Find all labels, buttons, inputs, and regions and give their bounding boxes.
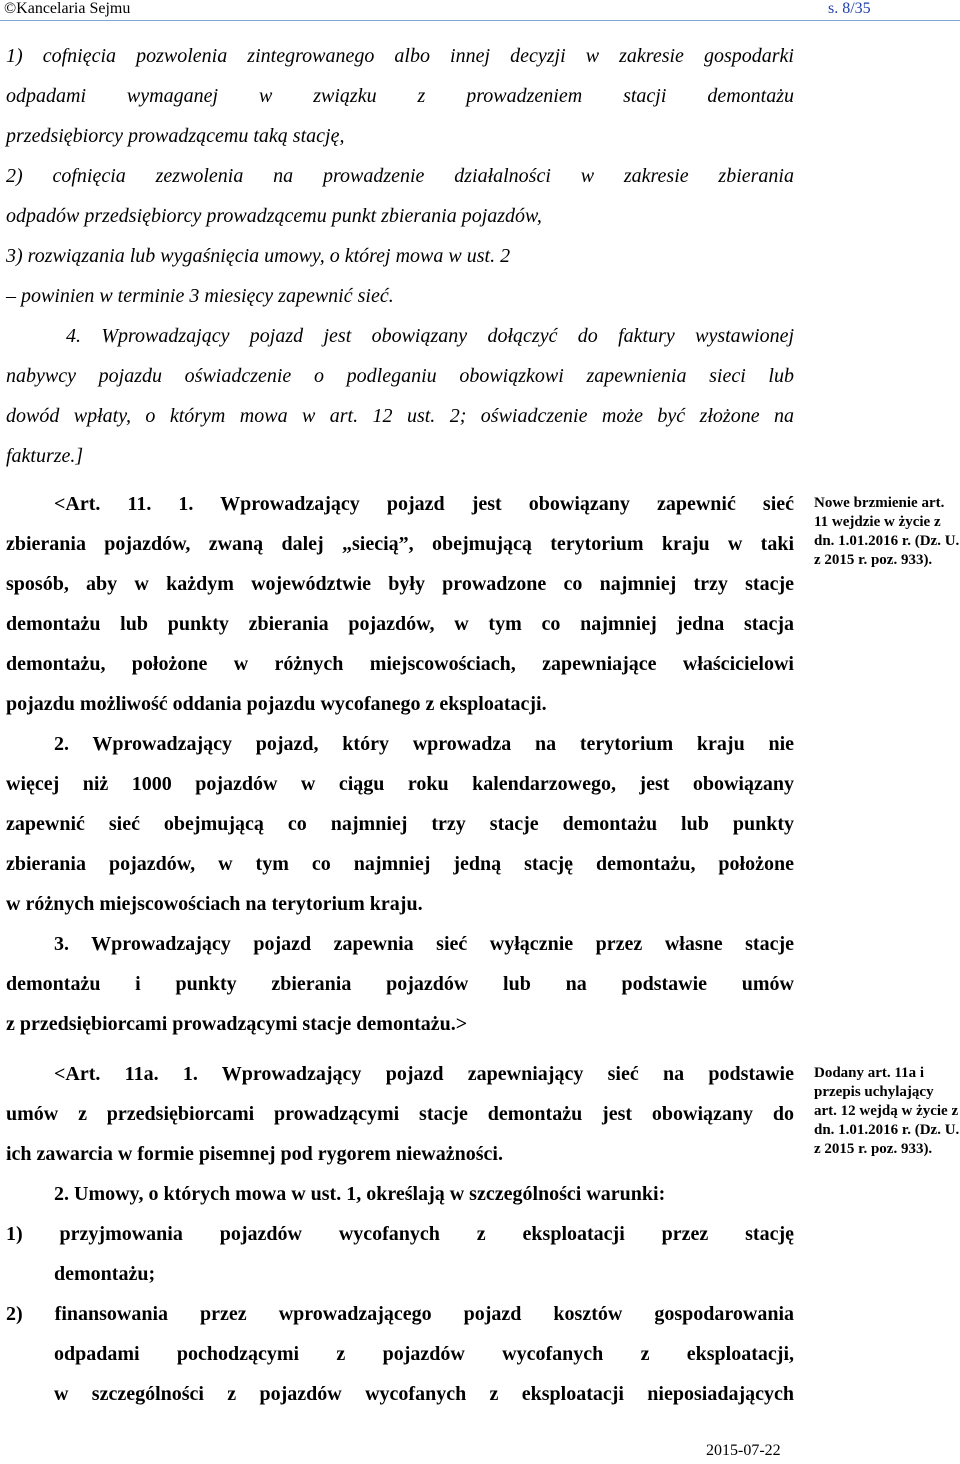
text-line: odpadami pochodzącymi z pojazdów wycofanych z eksploatacji, — [54, 1343, 794, 1365]
text-line: demontażu lub punkty zbierania pojazdów, w tym co najmniej jedna stacja — [6, 613, 794, 635]
page-header — [0, 0, 960, 24]
text-line: 3. Wprowadzający pojazd zapewnia sieć wyłącznie przez własne stacje — [54, 933, 794, 955]
text-line: odpadami wymaganej w związku z prowadzeniem stacji demontażu — [6, 85, 794, 107]
article-11 — [6, 484, 794, 1044]
text-line: zapewnić sieć obejmującą co najmniej trzy stacje demontażu lub punkty — [6, 813, 794, 835]
text-line: zbierania pojazdów, zwaną dalej „siecią”, obejmującą terytorium kraju w taki — [6, 533, 794, 555]
text-line: sposób, aby w każdym województwie były prowadzone co najmniej trzy stacje — [6, 573, 794, 595]
text-line: 2) finansowania przez wprowadzającego pojazd kosztów gospodarowania — [6, 1303, 794, 1325]
text-line: fakturze.] — [6, 445, 84, 467]
text-line: w różnych miejscowościach na terytorium kraju. — [6, 893, 423, 915]
text-line: 2. Wprowadzający pojazd, który wprowadza na terytorium kraju nie — [54, 733, 794, 755]
text-line: zbierania pojazdów, w tym co najmniej jedną stację demontażu, położone — [6, 853, 794, 875]
document-body — [6, 36, 794, 1414]
text-line: 1) przyjmowania pojazdów wycofanych z eksploatacji przez stację — [6, 1223, 794, 1245]
text-line: 2. Umowy, o których mowa w ust. 1, określają w szczególności warunki: — [54, 1183, 666, 1205]
text-line: – powinien w terminie 3 miesięcy zapewnić sieć. — [6, 285, 394, 307]
text-line: <Art. 11a. 1. Wprowadzający pojazd zapewniający sieć na podstawie — [54, 1063, 794, 1085]
text-line: 2) cofnięcia zezwolenia na prowadzenie działalności w zakresie zbierania — [6, 165, 794, 187]
text-line: dowód wpłaty, o którym mowa w art. 12 ust. 2; oświadczenie może być złożone na — [6, 405, 794, 427]
copyright-label: ©Kancelaria Sejmu — [4, 0, 131, 17]
text-line: w szczególności z pojazdów wycofanych z eksploatacji nieposiadających — [54, 1383, 794, 1405]
text-line: umów z przedsiębiorcami prowadzącymi stacje demontażu jest obowiązany do — [6, 1103, 794, 1125]
text-line: demontażu i punkty zbierania pojazdów lub na podstawie umów — [6, 973, 794, 995]
text-line: 1) cofnięcia pozwolenia zintegrowanego albo innej decyzji w zakresie gospodarki — [6, 45, 794, 67]
text-line: nabywcy pojazdu oświadczenie o podleganiu obowiązkowi zapewnienia sieci lub — [6, 365, 794, 387]
margin-note-art11: Nowe brzmienie art. 11 wejdzie w życie z dn. 1.01.2016 r. (Dz. U. z 2015 r. poz. 933). — [814, 495, 960, 568]
text-line: ich zawarcia w formie pisemnej pod rygorem nieważności. — [6, 1143, 503, 1165]
footer-date: 2015-07-22 — [706, 1442, 781, 1459]
text-line: demontażu; — [54, 1263, 156, 1285]
text-line: odpadów przedsiębiorcy prowadzącemu punkt zbierania pojazdów, — [6, 205, 542, 227]
text-line: więcej niż 1000 pojazdów w ciągu roku kalendarzowego, jest obowiązany — [6, 773, 794, 795]
text-line: z przedsiębiorcami prowadzącymi stacje demontażu.> — [6, 1013, 468, 1035]
text-line: demontażu, położone w różnych miejscowościach, zapewniające właścicielowi — [6, 653, 794, 675]
article-11a — [6, 1054, 794, 1414]
margin-note-art11a: Dodany art. 11a i przepis uchylający art. 12 wejdą w życie z dn. 1.01.2016 r. (Dz. U. z 2015 r. poz. 933). — [814, 1065, 960, 1157]
text-line: przedsiębiorcy prowadzącemu taką stację, — [6, 125, 345, 147]
page-number: s. 8/35 — [828, 0, 871, 17]
italic-section — [6, 36, 794, 476]
header-rule — [0, 20, 960, 21]
text-line: <Art. 11. 1. Wprowadzający pojazd jest obowiązany zapewnić sieć — [54, 493, 794, 515]
text-line: pojazdu możliwość oddania pojazdu wycofanego z eksploatacji. — [6, 693, 547, 715]
text-line: 4. Wprowadzający pojazd jest obowiązany dołączyć do faktury wystawionej — [66, 325, 794, 347]
text-line: 3) rozwiązania lub wygaśnięcia umowy, o której mowa w ust. 2 — [6, 245, 511, 267]
